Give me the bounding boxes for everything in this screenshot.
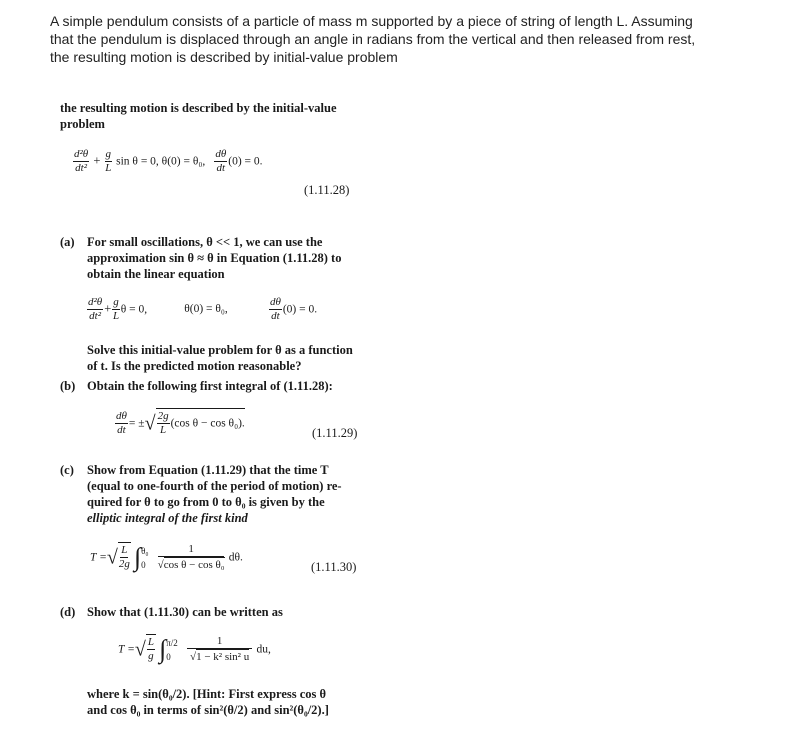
equation-elliptic: T =√ $\frac{L}{g}$ ∫ π/2 0 $\frac{1}{\text{√1 − k² sin² u}}$ du, bbox=[118, 634, 271, 664]
part-c-text: Show from Equation (1.11.29) that the time T (equal to one-fourth of the period of motion) re- quired for θ to go from 0 to θ₀ is given by the elliptic integral of the first kind bbox=[87, 463, 342, 525]
equation-linear: $\frac{\text{d²θ}}{\text{dt²}}$ + $\frac{g}{L}$ θ = 0, θ(0) = θ₀, $\frac{d\theta}{dt}$ (0) = 0. bbox=[88, 296, 318, 322]
part-a-label: (a) bbox=[60, 235, 75, 249]
part-d-hint: where k = sin(θ₀/2). [Hint: First express cos θ and cos θ₀ in terms of sin²(θ/2) and sin²(θ₀/2).] bbox=[87, 687, 329, 717]
part-a-text: For small oscillations, θ << 1, we can use the approximation sin θ ≈ θ in Equation (1.11.28) to obtain the linear equation bbox=[87, 235, 342, 281]
part-d-text: Show that (1.11.30) can be written as bbox=[87, 605, 283, 619]
equation-number-1-11-30: (1.11.30) bbox=[311, 560, 357, 574]
intro-line-2: that the pendulum is displaced through an angle in radians from the vertical and then released from rest, bbox=[50, 31, 696, 47]
scan-header-line-1: the resulting motion is described by the initial-value bbox=[60, 101, 337, 115]
eq1-conditions: sin θ = 0, θ(0) = θ₀, bbox=[116, 155, 206, 168]
eq1-initial-velocity: (0) = 0. bbox=[228, 155, 263, 168]
part-d-label: (d) bbox=[60, 605, 76, 619]
intro-text bbox=[50, 12, 750, 66]
part-b-label: (b) bbox=[60, 379, 76, 393]
equation-number-1-11-28: (1.11.28) bbox=[304, 183, 350, 197]
intro-line-1: A simple pendulum consists of a particle of mass m supported by a piece of string of length L. Assuming bbox=[50, 13, 693, 29]
first-derivative: $\frac{d\theta}{dt}$ bbox=[215, 148, 227, 174]
equation-number-1-11-29: (1.11.29) bbox=[312, 426, 358, 440]
part-c-label: (c) bbox=[60, 463, 74, 477]
equation-1-11-30: T =√ $\frac{L}{2g}$ ∫ θ₀ 0 $\frac{1}{\text{√cos θ − cos θ₀}}$ dθ. bbox=[90, 542, 243, 572]
g-over-L: $\frac{g}{L}$ bbox=[105, 148, 112, 174]
second-derivative: $\frac{\text{d²θ}}{\text{dt²}}$ bbox=[74, 148, 89, 174]
part-a-question: Solve this initial-value problem for θ as a function of t. Is the predicted motion reasonable? bbox=[87, 343, 353, 373]
part-b-text: Obtain the following first integral of (1.11.28): bbox=[87, 379, 333, 393]
intro-line-3: the resulting motion is described by initial-value problem bbox=[50, 49, 398, 65]
scan-header-line-2: problem bbox=[60, 117, 105, 131]
equation-1-11-29: $\frac{d\theta}{dt}$ = ±√ $\frac{2g}{L}$ (cos θ − cos θ₀). bbox=[116, 410, 245, 436]
equation-1-11-28: $\frac{\text{d²θ}}{\text{dt²}}$ + $\frac{g}{L}$ sin θ = 0, θ(0) = θ₀, $\frac{d\theta}{dt}$ (0) = 0. bbox=[74, 148, 263, 174]
